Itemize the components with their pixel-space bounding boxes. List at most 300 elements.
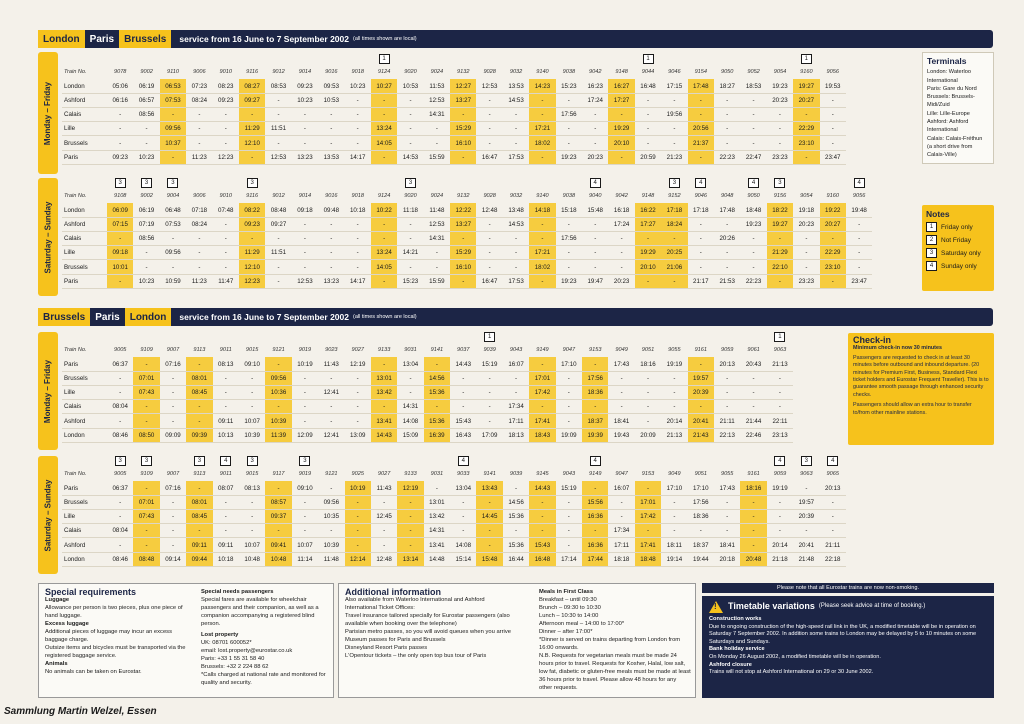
departure-time: - xyxy=(397,93,423,107)
departure-time: 11:23 xyxy=(186,274,212,288)
departure-time: - xyxy=(661,232,687,246)
departure-time: - xyxy=(371,150,397,164)
departure-time: 10:19 xyxy=(345,481,371,495)
departure-time: - xyxy=(714,136,740,150)
departure-time: 08:46 xyxy=(107,552,133,566)
departure-time: 13:41 xyxy=(371,414,397,428)
departure-time: 14:43 xyxy=(529,481,555,495)
departure-time: 08:24 xyxy=(186,217,212,231)
departure-time: - xyxy=(767,510,793,524)
departure-time: - xyxy=(661,93,687,107)
station-row xyxy=(62,371,793,385)
departure-time: - xyxy=(265,136,291,150)
departure-time: 17:21 xyxy=(529,246,555,260)
departure-time: - xyxy=(503,481,529,495)
departure-time: 22:29 xyxy=(793,122,819,136)
train-number: 9121 xyxy=(325,471,338,478)
departure-time: - xyxy=(740,371,766,385)
departure-time: - xyxy=(292,260,318,274)
departure-time: 19:23 xyxy=(740,217,766,231)
departure-time: - xyxy=(740,260,766,274)
departure-time: 23:23 xyxy=(793,274,819,288)
lost-heading: Lost property xyxy=(201,632,239,638)
departure-time: 05:06 xyxy=(107,79,133,93)
departure-time: 17:24 xyxy=(608,217,634,231)
departure-time: 09:23 xyxy=(292,79,318,93)
departure-time: - xyxy=(318,481,344,495)
train-number: 9042 xyxy=(589,69,602,76)
departure-time: 12:14 xyxy=(345,552,371,566)
station-name: London xyxy=(62,203,107,217)
station-name: Paris xyxy=(62,481,107,495)
departure-time: - xyxy=(793,246,819,260)
departure-time: - xyxy=(345,246,371,260)
variations-advice: (Please seek advice at time of booking.) xyxy=(818,603,926,610)
departure-time: 18:13 xyxy=(503,428,529,442)
departure-time: 20:59 xyxy=(635,150,661,164)
departure-time: 07:43 xyxy=(133,510,159,524)
departure-time: - xyxy=(820,122,846,136)
meals-heading: Meals in First Class xyxy=(539,589,594,595)
departure-time: 12:48 xyxy=(476,203,502,217)
note-badge: 1 xyxy=(774,332,785,342)
station-row xyxy=(62,414,793,428)
station-row xyxy=(62,510,846,524)
departure-time: - xyxy=(133,414,159,428)
departure-time: 19:56 xyxy=(661,108,687,122)
departure-time: 14:21 xyxy=(397,246,423,260)
non-smoking-banner: Please note that all Eurostar trains are now non-smoking. xyxy=(702,583,994,593)
terminals-box xyxy=(922,52,994,164)
departure-time: 17:11 xyxy=(608,538,634,552)
meal-line: Dinner – after 17:00* xyxy=(539,629,593,635)
departure-time: 22:23 xyxy=(740,274,766,288)
departure-time: 13:42 xyxy=(371,386,397,400)
departure-time: 12:22 xyxy=(450,203,476,217)
departure-time: - xyxy=(345,217,371,231)
departure-time: 08:27 xyxy=(239,79,265,93)
additional-item: Disneyland Resort Paris passes xyxy=(345,645,428,651)
departure-time: 14:53 xyxy=(503,93,529,107)
departure-time: 20:27 xyxy=(820,217,846,231)
departure-time: - xyxy=(608,150,634,164)
departure-time: 07:19 xyxy=(133,217,159,231)
train-number: 9043 xyxy=(509,347,523,354)
checkin-box xyxy=(848,333,994,445)
departure-time: 11:39 xyxy=(265,428,291,442)
departure-time: - xyxy=(556,93,582,107)
departure-time: - xyxy=(740,122,766,136)
departure-time: - xyxy=(767,136,793,150)
departure-time: 08:57 xyxy=(265,495,291,509)
departure-time: 17:53 xyxy=(503,150,529,164)
departure-time: 06:09 xyxy=(107,203,133,217)
departure-time: 08:23 xyxy=(213,79,239,93)
departure-time: - xyxy=(608,510,634,524)
departure-time: - xyxy=(450,524,476,538)
train-number: 9038 xyxy=(562,193,576,200)
train-number: 9028 xyxy=(483,193,496,200)
departure-time: - xyxy=(635,232,661,246)
departure-time: - xyxy=(635,371,661,385)
departure-time: 09:18 xyxy=(292,203,318,217)
departure-time: 15:19 xyxy=(556,481,582,495)
train-number: 9049 xyxy=(668,471,681,478)
departure-time: 11:47 xyxy=(213,274,239,288)
departure-time: - xyxy=(160,414,186,428)
departure-time: - xyxy=(793,232,819,246)
train-number: 9117 xyxy=(272,471,285,478)
departure-time: 18:16 xyxy=(740,481,766,495)
departure-time: 17:18 xyxy=(661,203,687,217)
train-number: 9042 xyxy=(615,193,628,200)
departure-time: 12:23 xyxy=(213,150,239,164)
departure-time: 18:53 xyxy=(740,79,766,93)
departure-time: - xyxy=(714,510,740,524)
terminals-title: Terminals xyxy=(927,56,967,66)
departure-time: 21:13 xyxy=(661,428,687,442)
departure-time: 11:23 xyxy=(186,150,212,164)
departure-time: 06:16 xyxy=(107,93,133,107)
departure-time: 18:36 xyxy=(582,386,608,400)
departure-time: 15:36 xyxy=(424,386,450,400)
departure-time: 16:36 xyxy=(582,510,608,524)
timetable-brussels-weekend xyxy=(62,454,846,567)
departure-time: - xyxy=(476,371,502,385)
departure-time: 20:10 xyxy=(635,260,661,274)
train-number: 9109 xyxy=(140,471,153,478)
departure-time: - xyxy=(292,232,318,246)
train-number: 9014 xyxy=(298,193,312,200)
station-name: London xyxy=(62,552,107,566)
departure-time: - xyxy=(265,481,291,495)
departure-time: 20:25 xyxy=(661,246,687,260)
departure-time: - xyxy=(688,524,714,538)
departure-time: - xyxy=(133,524,159,538)
departure-time: - xyxy=(714,122,740,136)
train-number: 9007 xyxy=(166,347,180,354)
departure-time: 09:41 xyxy=(265,538,291,552)
lost-line: UK: 08701 600052* xyxy=(201,640,252,646)
station-name: Brussels xyxy=(62,260,107,274)
departure-time: - xyxy=(318,122,344,136)
needs-heading: Special needs passengers xyxy=(201,589,274,595)
departure-time: - xyxy=(714,108,740,122)
departure-time: - xyxy=(714,217,740,231)
departure-time: 10:13 xyxy=(213,428,239,442)
station-row xyxy=(62,108,846,122)
departure-time: - xyxy=(160,150,186,164)
departure-time: 14:31 xyxy=(397,400,423,414)
departure-time: - xyxy=(318,400,344,414)
departure-time: - xyxy=(635,524,661,538)
departure-time: - xyxy=(424,260,450,274)
departure-time: 19:27 xyxy=(793,79,819,93)
departure-time: 16:27 xyxy=(608,79,634,93)
luggage-heading: Luggage xyxy=(45,597,70,603)
train-number: 9052 xyxy=(747,69,760,76)
departure-time: 12:41 xyxy=(318,386,344,400)
departure-time: 22:10 xyxy=(767,260,793,274)
departure-time: - xyxy=(318,246,344,260)
train-number: 9051 xyxy=(694,471,708,478)
departure-time: - xyxy=(635,122,661,136)
additional-item: Museum passes for Paris and Brussels xyxy=(345,637,446,643)
notes-box xyxy=(922,205,994,291)
departure-time: 19:53 xyxy=(820,79,846,93)
departure-time: - xyxy=(582,260,608,274)
station-row xyxy=(62,481,846,495)
departure-time: - xyxy=(582,232,608,246)
departure-time: - xyxy=(397,108,423,122)
departure-time: 08:53 xyxy=(265,79,291,93)
departure-time: - xyxy=(345,538,371,552)
departure-time: - xyxy=(714,93,740,107)
departure-time: - xyxy=(186,246,212,260)
note-badge: 4 xyxy=(695,178,706,188)
departure-time: 14:23 xyxy=(529,79,555,93)
train-no-label: Train No. xyxy=(64,69,87,76)
departure-time: - xyxy=(556,400,582,414)
departure-time: 21:44 xyxy=(740,414,766,428)
departure-time: - xyxy=(213,260,239,274)
departure-time: - xyxy=(107,538,133,552)
departure-time: - xyxy=(582,246,608,260)
departure-time: 10:39 xyxy=(318,538,344,552)
departure-time: 13:53 xyxy=(503,79,529,93)
departure-time: - xyxy=(556,246,582,260)
note-badge: 4 xyxy=(220,456,231,466)
timetable-grid xyxy=(62,52,846,165)
departure-time: - xyxy=(318,217,344,231)
additional-intro: Also available from Waterloo International and Ashford International Ticket Offices: xyxy=(345,597,485,611)
departure-time: - xyxy=(160,538,186,552)
departure-time: 12:19 xyxy=(397,481,423,495)
departure-time: 12:53 xyxy=(424,93,450,107)
station-row xyxy=(62,246,872,260)
departure-time: 09:56 xyxy=(318,495,344,509)
departure-time: - xyxy=(133,260,159,274)
departure-time: 21:06 xyxy=(661,260,687,274)
station-row xyxy=(62,274,872,288)
departure-time: 20:13 xyxy=(820,481,846,495)
departure-time: 09:23 xyxy=(213,93,239,107)
train-number: 9031 xyxy=(430,471,444,478)
train-number: 9109 xyxy=(140,347,153,354)
departure-time: 17:11 xyxy=(503,414,529,428)
departure-time: - xyxy=(556,122,582,136)
departure-time: - xyxy=(186,136,212,150)
departure-time: 08:04 xyxy=(107,400,133,414)
departure-time: 21:53 xyxy=(714,274,740,288)
station-row xyxy=(62,524,846,538)
train-number: 9055 xyxy=(668,347,681,354)
train-number: 9050 xyxy=(720,69,734,76)
departure-time: - xyxy=(503,260,529,274)
departure-time: - xyxy=(160,232,186,246)
note-badge: 3 xyxy=(194,456,205,466)
train-number: 9141 xyxy=(430,347,444,354)
train-number: 9046 xyxy=(668,69,681,76)
departure-time: 06:37 xyxy=(107,357,133,371)
departure-time: - xyxy=(476,217,502,231)
departure-time: - xyxy=(345,414,371,428)
departure-time: - xyxy=(476,524,502,538)
header-city: Brussels xyxy=(119,30,171,48)
departure-time: 13:23 xyxy=(318,274,344,288)
departure-time: 17:42 xyxy=(635,510,661,524)
departure-time: 16:36 xyxy=(582,538,608,552)
departure-time: - xyxy=(740,232,766,246)
lost-line: Brussels: +32 2 224 88 62 xyxy=(201,664,269,670)
note-badge: 4 xyxy=(458,456,469,466)
departure-time: 15:59 xyxy=(424,274,450,288)
departure-time: - xyxy=(608,246,634,260)
departure-time: - xyxy=(292,122,318,136)
lost-line: Paris: +33 1 55 31 58 40 xyxy=(201,656,265,662)
departure-time: 09:56 xyxy=(265,371,291,385)
departure-time: - xyxy=(661,136,687,150)
train-number: 9010 xyxy=(219,69,232,76)
departure-time: 16:39 xyxy=(424,428,450,442)
departure-time: 15:23 xyxy=(397,274,423,288)
departure-time: 18:24 xyxy=(661,217,687,231)
departure-time: - xyxy=(371,232,397,246)
departure-time: 09:44 xyxy=(186,552,212,566)
departure-time: 17:43 xyxy=(608,357,634,371)
departure-time: 06:53 xyxy=(160,79,186,93)
departure-time: 17:48 xyxy=(714,203,740,217)
departure-time: 21:23 xyxy=(661,150,687,164)
timetable-grid xyxy=(62,330,793,443)
departure-time: - xyxy=(635,108,661,122)
departure-time: 12:27 xyxy=(450,79,476,93)
departure-time: - xyxy=(476,400,502,414)
train-number: 9046 xyxy=(694,193,708,200)
departure-time: 13:01 xyxy=(371,371,397,385)
departure-time: - xyxy=(133,400,159,414)
train-number: 9033 xyxy=(457,471,470,478)
departure-time: 17:34 xyxy=(608,524,634,538)
departure-time: 18:48 xyxy=(740,203,766,217)
departure-time: 17:56 xyxy=(556,108,582,122)
timetable-london-weekend xyxy=(62,176,872,289)
departure-time: 18:18 xyxy=(608,552,634,566)
section-header-london-paris-brussels xyxy=(38,30,993,48)
departure-time: 21:37 xyxy=(688,136,714,150)
train-number: 9032 xyxy=(509,193,523,200)
departure-time: - xyxy=(661,122,687,136)
meal-line: *Dinner is served on trains departing from London from 16:00 onwards. xyxy=(539,637,681,651)
station-name: Brussels xyxy=(62,371,107,385)
departure-time: 20:48 xyxy=(740,552,766,566)
departure-time: 07:53 xyxy=(160,217,186,231)
train-number: 9006 xyxy=(193,193,206,200)
train-number: 9027 xyxy=(351,347,364,354)
departure-time: 18:11 xyxy=(661,538,687,552)
station-name: London xyxy=(62,79,107,93)
departure-time: - xyxy=(292,524,318,538)
train-number: 9049 xyxy=(615,347,628,354)
departure-time: - xyxy=(265,93,291,107)
departure-time: - xyxy=(714,386,740,400)
note-badge: 4 xyxy=(827,456,838,466)
departure-time: - xyxy=(213,386,239,400)
train-number: 9116 xyxy=(246,193,259,200)
departure-time: - xyxy=(661,371,687,385)
departure-time: 17:27 xyxy=(608,93,634,107)
departure-time: - xyxy=(582,217,608,231)
collection-credit: Sammlung Martin Welzel, Essen xyxy=(4,706,157,717)
departure-time: 10:23 xyxy=(133,150,159,164)
meal-line: Brunch – 09:30 to 10:30 xyxy=(539,605,601,611)
departure-time: - xyxy=(292,371,318,385)
departure-time: - xyxy=(767,524,793,538)
departure-time: - xyxy=(740,108,766,122)
departure-time: 12:53 xyxy=(265,150,291,164)
train-number: 9014 xyxy=(298,69,312,76)
meal-line: Afternoon meal – 14:00 to 17:00* xyxy=(539,621,625,627)
departure-time: - xyxy=(107,510,133,524)
departure-time: 13:01 xyxy=(424,495,450,509)
departure-time: 15:36 xyxy=(424,414,450,428)
departure-time: - xyxy=(397,260,423,274)
note-badge: 1 xyxy=(484,332,495,342)
station-name: Lille xyxy=(62,386,107,400)
train-number: 9054 xyxy=(800,193,813,200)
ashford-closure-text: Trains will not stop at Ashford International on 29 or 30 June 2002. xyxy=(709,669,874,676)
header-city: London xyxy=(125,308,172,326)
departure-time: - xyxy=(397,217,423,231)
additional-item: L'Opentour tickets – the only open top bus tour of Paris xyxy=(345,653,487,659)
departure-time: - xyxy=(820,108,846,122)
train-number: 9039 xyxy=(509,471,523,478)
departure-time: - xyxy=(635,274,661,288)
departure-time: 10:01 xyxy=(107,260,133,274)
departure-time: - xyxy=(424,136,450,150)
departure-time: 19:29 xyxy=(608,122,634,136)
train-number: 9059 xyxy=(773,471,787,478)
departure-time: 09:27 xyxy=(239,93,265,107)
departure-time: 12:23 xyxy=(239,274,265,288)
departure-time: - xyxy=(107,495,133,509)
departure-time: - xyxy=(160,400,186,414)
departure-time: 21:18 xyxy=(767,552,793,566)
departure-time: - xyxy=(397,510,423,524)
departure-time: 10:39 xyxy=(239,428,265,442)
departure-time: - xyxy=(265,274,291,288)
train-number: 9132 xyxy=(457,193,470,200)
departure-time: - xyxy=(186,481,212,495)
train-number: 9110 xyxy=(166,69,179,76)
departure-time: - xyxy=(476,232,502,246)
departure-time: 10:18 xyxy=(213,552,239,566)
departure-time: - xyxy=(503,122,529,136)
train-number: 9051 xyxy=(641,347,655,354)
departure-time: 07:15 xyxy=(107,217,133,231)
departure-time: 23:13 xyxy=(767,428,793,442)
departure-time: - xyxy=(186,108,212,122)
departure-time: - xyxy=(635,386,661,400)
train-number: 9141 xyxy=(483,471,496,478)
departure-time: - xyxy=(556,495,582,509)
departure-time: - xyxy=(476,386,502,400)
train-number: 9054 xyxy=(773,69,787,76)
departure-time: 11:43 xyxy=(371,481,397,495)
departure-time: 14:31 xyxy=(424,232,450,246)
departure-time: 15:56 xyxy=(582,495,608,509)
departure-time: 20:18 xyxy=(714,552,740,566)
